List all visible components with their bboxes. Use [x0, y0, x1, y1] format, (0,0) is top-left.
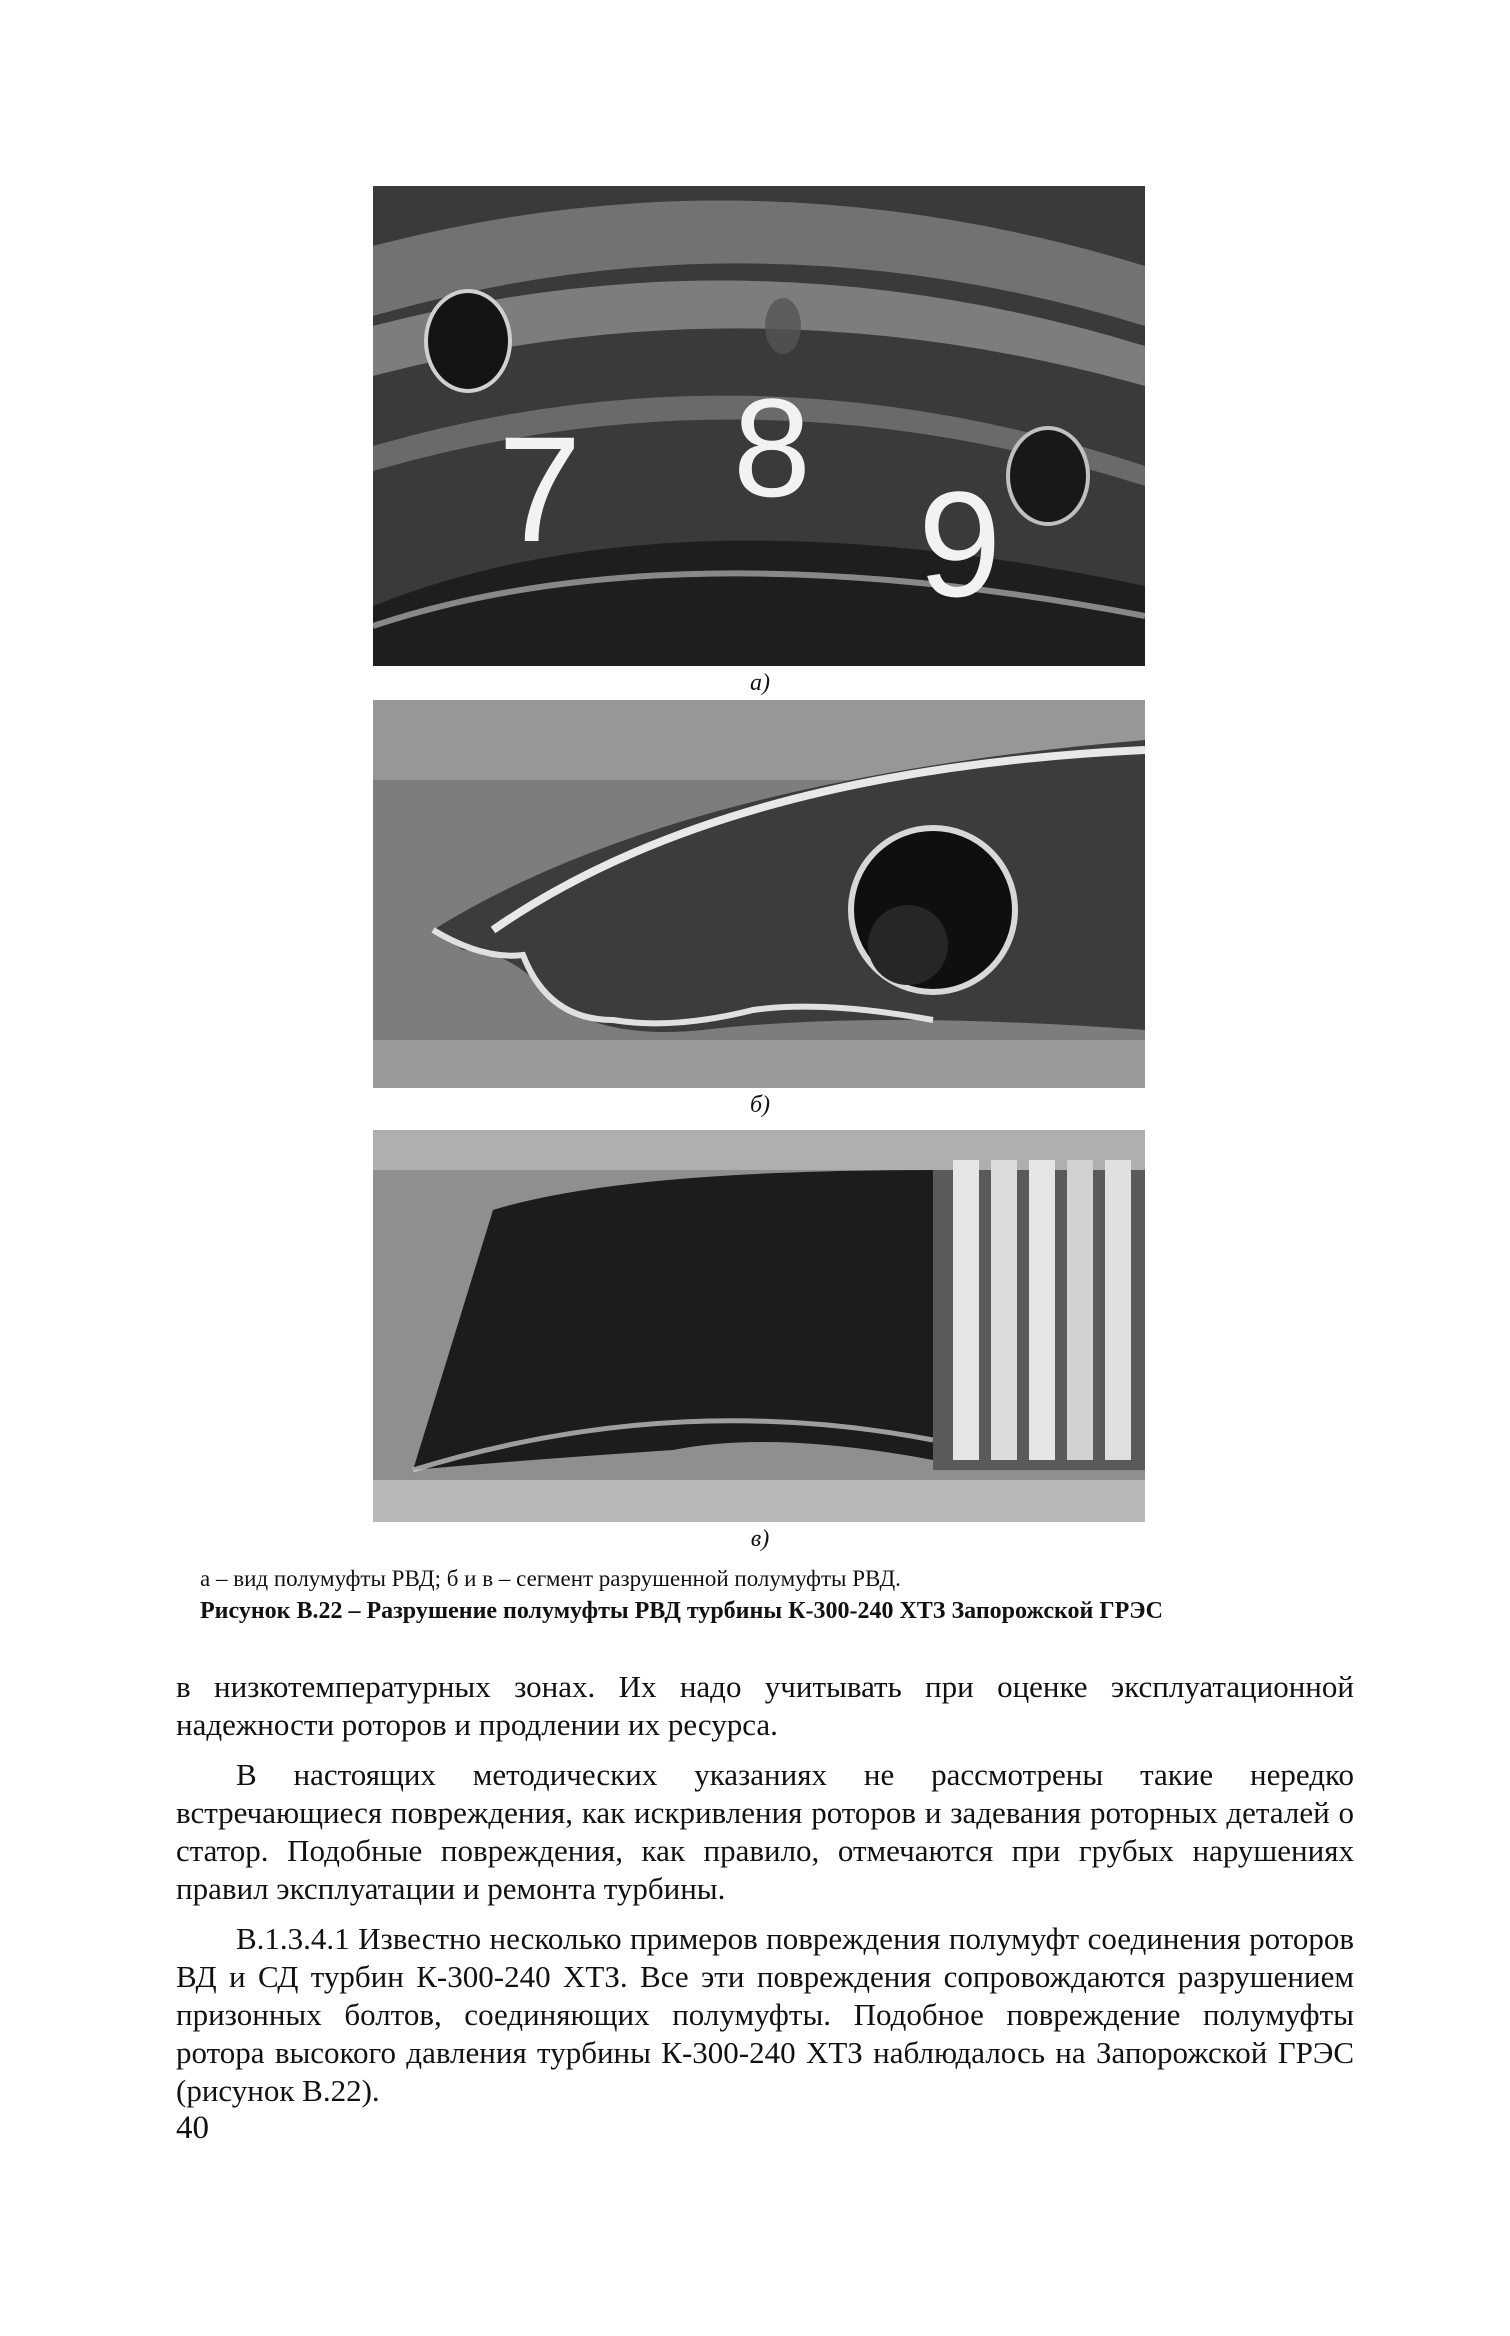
figure-label-a: а)	[750, 670, 770, 696]
figure-legend: а – вид полумуфты РВД; б и в – сегмент разрушенной полумуфты РВД.	[200, 1566, 901, 1591]
bolts-photo-drawing	[373, 1130, 1145, 1522]
photo-coupling-view	[373, 186, 1145, 666]
coupling-photo-drawing	[373, 186, 1145, 666]
page-number: 40	[176, 2110, 209, 2146]
figure-caption: Рисунок В.22 – Разрушение полумуфты РВД турбины К-300-240 ХТЗ Запорожской ГРЭС	[200, 1598, 1163, 1624]
segment-photo-drawing	[373, 700, 1145, 1088]
figure-label-c: в)	[750, 1526, 770, 1552]
body-text	[176, 1668, 1354, 2122]
bolt-number-9: 9	[918, 460, 1002, 628]
figure-label-b: б)	[749, 1092, 771, 1118]
paragraph-section-b1341: В.1.3.4.1 Известно несколько примеров повреждения полумуфт соединения роторов ВД и СД турбин К-300-240 ХТЗ. Все эти повреждения сопровождаются разрушением призонных болтов, соединяющих полумуфты. Подобное повреждение полумуфты ротора высокого давления турбины К-300-240 ХТЗ наблюдалось на Запорожской ГРЭС (рисунок В.22).	[176, 1921, 1354, 2108]
bolt-number-8: 8	[733, 369, 811, 526]
photo-fractured-segment	[373, 700, 1145, 1088]
photo-segment-bolts	[373, 1130, 1145, 1522]
paragraph-methodical-notes: В настоящих методических указаниях не рассмотрены такие нередко встречающиеся повреждения, как искривления роторов и задевания роторных деталей о статор. Подобные повреждения, как правило, отмечаются при грубых нарушениях правил эксплуатации и ремонта турбины.	[176, 1757, 1354, 1906]
bolt-number-7: 7	[498, 405, 582, 573]
paragraph-continuation: в низкотемпературных зонах. Их надо учитывать при оценке эксплуатационной надежности роторов и продлении их ресурса.	[176, 1669, 1354, 1742]
